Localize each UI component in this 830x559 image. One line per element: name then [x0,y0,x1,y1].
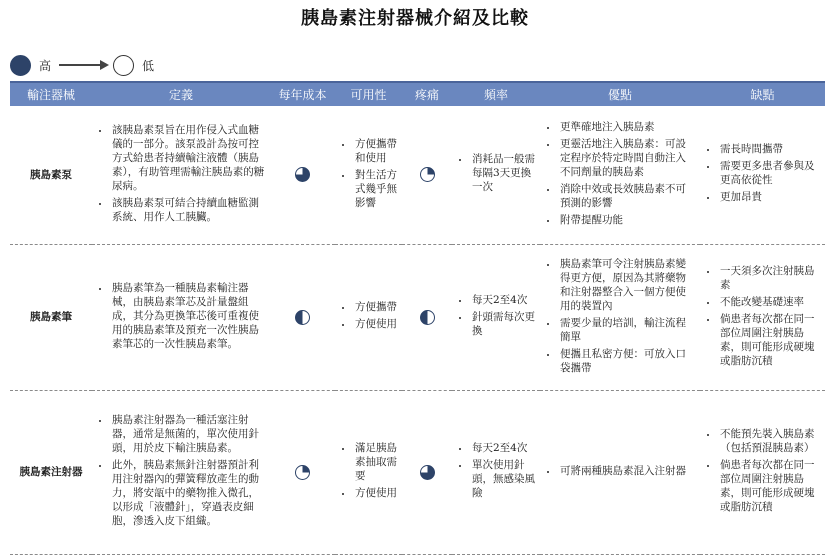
header-device: 輸注器械 [10,82,92,106]
header-pain: 疼痛 [402,82,452,106]
harvey-ball-icon [295,310,310,325]
comparison-table [10,81,825,555]
pros-item: • 需要少量的培訓，輸注流程簡單 [558,316,696,344]
cons-item: • 需要更多患者參與及更高依從性 [718,159,821,187]
definition-cell [92,106,270,244]
pros-item: • 更準確地注入胰島素 [558,120,696,134]
frequency-item: • 單次使用針頭，無感染風險 [470,458,536,500]
pain-rating-cell [402,106,452,244]
harvey-ball-icon [420,167,435,182]
pain-rating-cell [402,390,452,554]
table-row [10,390,825,554]
legend-high-label: 高 [39,58,52,73]
availability-item: • 對生活方式幾乎無影響 [353,168,398,210]
page-title: 胰島素注射器械介紹及比較 [301,8,529,29]
pros-item: • 附帶提醒功能 [558,213,696,227]
availability-item: • 滿足胰島素抽取需要 [353,441,398,483]
legend [10,54,162,76]
cons-cell [700,390,825,554]
pros-cell [540,390,700,554]
table-row [10,244,825,390]
availability-item: • 方便攜帶和使用 [353,137,398,165]
arrow-right-icon [59,59,109,71]
cons-item: • 不能改變基礎速率 [718,295,821,309]
availability-item: • 方便使用 [353,317,398,331]
header-pros: 優點 [540,82,700,106]
frequency-item: • 針頭需每次更換 [470,310,536,338]
legend-low-label: 低 [142,58,155,73]
table-header-row [10,82,825,106]
pros-cell [540,106,700,244]
frequency-cell [452,244,540,390]
frequency-item: • 每天2至4次 [470,293,536,307]
header-availability: 可用性 [335,82,402,106]
definition-item: • 胰島素筆為一種胰島素輸注器械，由胰島素筆芯及計量盤組成，其分為更換筆芯後可重複使用的胰島素筆及預充一次性胰島素筆芯的一次性胰島素筆。 [110,281,266,351]
frequency-cell [452,106,540,244]
definition-item: • 該胰島素泵旨在用作侵入式血糖儀的一部分。該泵設計為按可控方式給患者持續輸注液體（胰島素），有助管理需輸注胰島素的糖尿病。 [110,123,266,193]
frequency-item: • 消耗品一般需每隔3天更換一次 [470,152,536,194]
device-name: 胰島素筆 [10,244,92,390]
harvey-ball-icon [420,465,435,480]
device-name: 胰島素泵 [10,106,92,244]
definition-item: • 此外，胰島素無針注射器預計利用注射器內的彈簧釋放產生的動力，將安瓿中的藥物推入微孔，以形成「液體針」，穿過表皮細胞，滲透入皮下組織。 [110,458,266,528]
frequency-item: • 每天2至4次 [470,441,536,455]
cons-cell [700,106,825,244]
harvey-ball-icon [295,465,310,480]
header-annual-cost: 每年成本 [270,82,335,106]
empty-circle-icon [113,55,134,76]
cons-item: • 一天須多次注射胰島素 [718,264,821,292]
filled-circle-icon [10,55,31,76]
cons-item: • 更加昂貴 [718,190,821,204]
cost-rating-cell [270,106,335,244]
harvey-ball-icon [420,310,435,325]
cons-item: • 倘患者每次都在同一部位周圍注射胰島素，則可能形成硬塊或脂肪沉積 [718,312,821,368]
pros-item: • 便攜且私密方便：可放入口袋攜帶 [558,347,696,375]
cost-rating-cell [270,390,335,554]
header-definition: 定義 [92,82,270,106]
frequency-cell [452,390,540,554]
pros-item: • 可將兩種胰島素混入注射器 [558,464,696,478]
cons-item: • 倘患者每次都在同一部位周圍注射胰島素，則可能形成硬塊或脂肪沉積 [718,458,821,514]
availability-item: • 方便攜帶 [353,300,398,314]
availability-cell [335,106,402,244]
pain-rating-cell [402,244,452,390]
definition-cell [92,244,270,390]
availability-cell [335,390,402,554]
cons-item: • 需長時間攜帶 [718,142,821,156]
definition-item: • 該胰島素泵可結合持續血糖監測系統、用作人工胰臟。 [110,196,266,224]
header-cons: 缺點 [700,82,825,106]
harvey-ball-icon [295,167,310,182]
availability-item: • 方便使用 [353,486,398,500]
cost-rating-cell [270,244,335,390]
pros-item: • 胰島素筆可令注射胰島素變得更方便，原因為其將藥物和注射器整合入一個方便使用的裝置內 [558,257,696,313]
header-frequency: 頻率 [452,82,540,106]
cons-item: • 不能預先裝入胰島素（包括預混胰島素） [718,427,821,455]
pros-item: • 更靈活地注入胰島素：可設定程序於特定時間自動注入不同劑量的胰島素 [558,137,696,179]
pros-item: • 消除中效或長效胰島素不可預測的影響 [558,182,696,210]
table-row [10,106,825,244]
cons-cell [700,244,825,390]
definition-item: • 胰島素注射器為一種活塞注射器，通常是無菌的，單次使用針頭，用於皮下輸注胰島素。 [110,413,266,455]
pros-cell [540,244,700,390]
definition-cell [92,390,270,554]
availability-cell [335,244,402,390]
device-name: 胰島素注射器 [10,390,92,554]
